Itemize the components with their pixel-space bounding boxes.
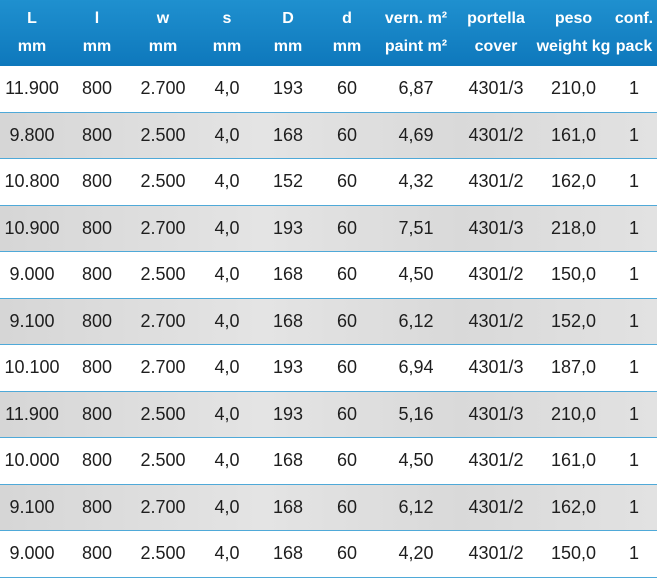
table-cell: 4,50: [398, 264, 434, 285]
header-cell: [0, 0, 64, 66]
table-cell: 2.500: [140, 124, 186, 145]
table-cell: 4,0: [214, 217, 240, 238]
table-cell: 4,0: [214, 543, 240, 564]
table-cell: 5,16: [398, 403, 434, 424]
table-cell: 7,51: [398, 217, 434, 238]
header-top: portella: [467, 10, 525, 27]
table-row: [0, 345, 657, 392]
table-row: [0, 66, 657, 113]
table-cell: 11.900: [5, 78, 59, 99]
table-cell: 10.100: [4, 357, 60, 378]
table-cell: 1: [628, 496, 639, 517]
table-cell: 4301/3: [468, 78, 524, 99]
table-cell: 60: [336, 357, 358, 378]
table-cell: 2.700: [140, 310, 186, 331]
table-cell: 168: [272, 264, 304, 285]
table-cell: 2.700: [140, 496, 186, 517]
header-bottom: mm: [332, 38, 362, 55]
table-cell: 2.500: [140, 543, 186, 564]
header-cell: [196, 0, 258, 66]
table-cell: 800: [81, 217, 113, 238]
table-cell: 218,0: [550, 217, 597, 238]
table-cell: 168: [272, 543, 304, 564]
table-cell: 1: [628, 78, 639, 99]
table-cell: 162,0: [550, 171, 597, 192]
table-row: [0, 438, 657, 485]
table-cell: 60: [336, 124, 358, 145]
table-cell: 800: [81, 264, 113, 285]
table-row: [0, 531, 657, 578]
header-top: vern. m²: [384, 10, 448, 27]
table-cell: 1: [628, 310, 639, 331]
table-cell: 60: [336, 310, 358, 331]
header-top: d: [342, 10, 352, 27]
table-cell: 4301/2: [468, 450, 524, 471]
table-cell: 6,87: [398, 78, 434, 99]
table-cell: 2.500: [140, 171, 186, 192]
table-cell: 193: [272, 403, 304, 424]
table-cell: 1: [628, 357, 639, 378]
table-cell: 4301/3: [468, 217, 524, 238]
table-cell: 4,0: [214, 496, 240, 517]
header-bottom: weight kg: [536, 38, 611, 55]
table-row: [0, 159, 657, 206]
table-row: [0, 299, 657, 346]
table-cell: 168: [272, 124, 304, 145]
table-cell: 800: [81, 310, 113, 331]
table-cell: 11.900: [5, 403, 59, 424]
table-cell: 9.000: [9, 543, 55, 564]
header-cell: [130, 0, 196, 66]
table-cell: 800: [81, 124, 113, 145]
header-cell: [376, 0, 456, 66]
table-cell: 9.000: [9, 264, 55, 285]
table-cell: 4301/2: [468, 124, 524, 145]
table-cell: 150,0: [550, 264, 597, 285]
table-cell: 800: [81, 78, 113, 99]
table-cell: 2.700: [140, 78, 186, 99]
header-bottom: cover: [474, 38, 518, 55]
table-cell: 60: [336, 171, 358, 192]
table-cell: 4301/3: [468, 403, 524, 424]
table-cell: 152,0: [550, 310, 597, 331]
table-cell: 1: [628, 264, 639, 285]
table-cell: 4,69: [398, 124, 434, 145]
table-cell: 193: [272, 357, 304, 378]
table-cell: 2.500: [140, 403, 186, 424]
table-cell: 1: [628, 171, 639, 192]
table-cell: 800: [81, 543, 113, 564]
table-cell: 193: [272, 78, 304, 99]
table-row: [0, 206, 657, 253]
table-cell: 168: [272, 310, 304, 331]
header-cell: [64, 0, 130, 66]
header-top: s: [222, 10, 232, 27]
table-cell: 4301/3: [468, 357, 524, 378]
header-cell: [456, 0, 536, 66]
header-top: L: [27, 10, 37, 27]
table-cell: 4,0: [214, 78, 240, 99]
table-cell: 10.000: [4, 450, 60, 471]
table-cell: 4,0: [214, 450, 240, 471]
table-cell: 1: [628, 124, 639, 145]
table-cell: 4301/2: [468, 310, 524, 331]
table-row: [0, 485, 657, 532]
table-cell: 4,0: [214, 171, 240, 192]
table-row: [0, 113, 657, 160]
table-cell: 4,0: [214, 124, 240, 145]
header-cell: [611, 0, 657, 66]
header-bottom: mm: [148, 38, 178, 55]
header-bottom: mm: [17, 38, 47, 55]
table-cell: 60: [336, 543, 358, 564]
table-cell: 1: [628, 543, 639, 564]
table-cell: 60: [336, 450, 358, 471]
table-cell: 210,0: [550, 403, 597, 424]
table-cell: 10.800: [4, 171, 60, 192]
header-bottom: paint m²: [384, 38, 448, 55]
table-row: [0, 392, 657, 439]
table-cell: 4301/2: [468, 264, 524, 285]
table-cell: 60: [336, 264, 358, 285]
table-cell: 4,0: [214, 310, 240, 331]
table-cell: 9.100: [9, 496, 55, 517]
table-cell: 800: [81, 450, 113, 471]
table-cell: 800: [81, 357, 113, 378]
table-cell: 4,0: [214, 357, 240, 378]
table-cell: 800: [81, 496, 113, 517]
header-cell: [536, 0, 611, 66]
table-row: [0, 252, 657, 299]
table-cell: 10.900: [4, 217, 60, 238]
table-cell: 4,32: [398, 171, 434, 192]
table-cell: 4,0: [214, 264, 240, 285]
header-cell: [318, 0, 376, 66]
table-cell: 2.500: [140, 264, 186, 285]
table-cell: 4,50: [398, 450, 434, 471]
table-cell: 9.800: [9, 124, 55, 145]
header-bottom: mm: [273, 38, 303, 55]
table-cell: 800: [81, 403, 113, 424]
table-cell: 150,0: [550, 543, 597, 564]
table-cell: 2.500: [140, 450, 186, 471]
table-cell: 60: [336, 217, 358, 238]
table-cell: 161,0: [550, 124, 597, 145]
table-cell: 60: [336, 403, 358, 424]
table-cell: 4301/2: [468, 496, 524, 517]
table-cell: 1: [628, 450, 639, 471]
header-top: w: [156, 10, 170, 27]
table-cell: 6,94: [398, 357, 434, 378]
table-cell: 2.700: [140, 217, 186, 238]
table-cell: 193: [272, 217, 304, 238]
header-top: l: [94, 10, 100, 27]
table-cell: 4,0: [214, 403, 240, 424]
table-cell: 168: [272, 450, 304, 471]
header-bottom: mm: [82, 38, 112, 55]
table-cell: 6,12: [398, 310, 434, 331]
table-cell: 60: [336, 496, 358, 517]
table-cell: 1: [628, 403, 639, 424]
header-cell: [258, 0, 318, 66]
table-cell: 800: [81, 171, 113, 192]
table-cell: 4301/2: [468, 543, 524, 564]
table-cell: 9.100: [9, 310, 55, 331]
table-cell: 4301/2: [468, 171, 524, 192]
table-header: [0, 0, 657, 66]
table-cell: 187,0: [550, 357, 597, 378]
table-cell: 1: [628, 217, 639, 238]
header-top: peso: [554, 10, 593, 27]
header-bottom: mm: [212, 38, 242, 55]
table-cell: 4,20: [398, 543, 434, 564]
header-top: D: [282, 10, 294, 27]
table-cell: 162,0: [550, 496, 597, 517]
table-cell: 60: [336, 78, 358, 99]
table-cell: 210,0: [550, 78, 597, 99]
table-cell: 161,0: [550, 450, 597, 471]
table-cell: 152: [272, 171, 304, 192]
header-top: conf.: [614, 10, 654, 27]
table-cell: 6,12: [398, 496, 434, 517]
header-bottom: pack: [615, 38, 653, 55]
table-body: [0, 66, 657, 578]
table-cell: 168: [272, 496, 304, 517]
table-cell: 2.700: [140, 357, 186, 378]
